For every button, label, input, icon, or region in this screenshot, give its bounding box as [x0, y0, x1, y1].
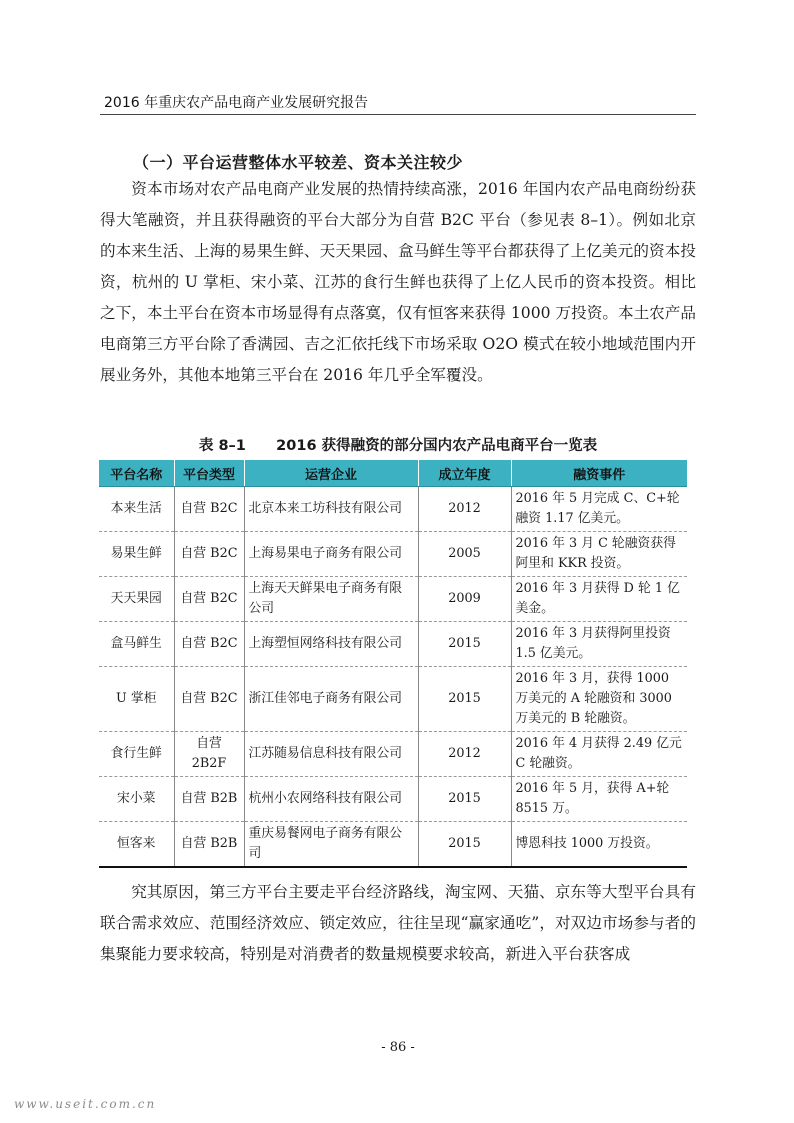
cell-platform: 易果生鲜 [99, 532, 174, 577]
table-row [99, 732, 687, 777]
cell-event: 2016 年 3 月，获得 1000 万美元的 A 轮融资和 3000 万美元的 B 轮融资。 [511, 667, 687, 732]
cell-platform: 恒客来 [99, 822, 174, 868]
column-header-year: 成立年度 [418, 460, 511, 487]
header-rule [100, 114, 696, 115]
cell-company: 重庆易餐网电子商务有限公司 [244, 822, 418, 868]
cell-year: 2012 [418, 732, 511, 777]
section-heading: （一）平台运营整体水平较差、资本关注较少 [133, 153, 464, 172]
cell-event: 2016 年 3 月获得阿里投资 1.5 亿美元。 [511, 622, 687, 667]
cell-year: 2015 [418, 777, 511, 822]
cell-type: 自营 2B2F [174, 732, 244, 777]
body-paragraph-1: 资本市场对农产品电商产业发展的热情持续高涨，2016 年国内农产品电商纷纷获得大笔融资，并且获得融资的平台大部分为自营 B2C 平台（参见表 8–1）。例如北京的本来生活、上海的易果生鲜、天天果园、盒马鲜生等平台都获得了上亿美元的资本投资，杭州的 U 掌柜、宋小菜、江苏的食行生鲜也获得了上亿人民币的资本投资。相比之下，本土平台在资本市场显得有点落寞，仅有恒客来获得 1000 万投资。本土农产品电商第三方平台除了香满园、吉之汇依托线下市场采取 O2O 模式在较小地域范围内开展业务外，其他本地第三平台在 2016 年几乎全军覆没。 [100, 180, 696, 384]
cell-company: 上海易果电子商务有限公司 [244, 532, 418, 577]
table-row [99, 487, 687, 532]
cell-platform: 宋小菜 [99, 777, 174, 822]
cell-type: 自营 B2B [174, 822, 244, 868]
cell-platform: 天天果园 [99, 577, 174, 622]
column-header-platform: 平台名称 [99, 460, 174, 487]
cell-company: 杭州小农网络科技有限公司 [244, 777, 418, 822]
cell-platform: 本来生活 [110, 501, 162, 516]
table-row [99, 622, 687, 667]
cell-year: 2015 [418, 622, 511, 667]
cell-type: 自营 B2C [174, 667, 244, 732]
cell-platform: 盒马鲜生 [99, 622, 174, 667]
cell-year: 2012 [418, 487, 511, 532]
cell-platform: 食行生鲜 [99, 732, 174, 777]
cell-event: 博恩科技 1000 万投资。 [511, 822, 687, 868]
cell-type: 自营 B2C [174, 532, 244, 577]
cell-event: 2016 年 5 月完成 C、C+轮融资 1.17 亿美元。 [511, 487, 687, 532]
cell-event: 2016 年 5 月，获得 A+轮 8515 万。 [511, 777, 687, 822]
cell-company: 江苏随易信息科技有限公司 [244, 732, 418, 777]
cell-type: 自营 B2C [174, 622, 244, 667]
cell-year: 2015 [418, 667, 511, 732]
table-caption: 表 8–1 2016 获得融资的部分国内农产品电商平台一览表 [198, 438, 598, 454]
page-number: - 86 - [381, 1040, 415, 1055]
cell-event: 2016 年 4 月获得 2.49 亿元 C 轮融资。 [511, 732, 687, 777]
cell-company: 北京本来工坊科技有限公司 [244, 487, 418, 532]
cell-company: 浙江佳邻电子商务有限公司 [244, 667, 418, 732]
cell-year: 2015 [418, 822, 511, 868]
cell-platform: U 掌柜 [99, 667, 174, 732]
cell-company: 上海天天鲜果电子商务有限公司 [244, 577, 418, 622]
column-header-company: 运营企业 [244, 460, 418, 487]
watermark: www.useit.com.cn [14, 1097, 157, 1111]
cell-type: 自营 B2B [174, 777, 244, 822]
column-header-type: 平台类型 [174, 460, 244, 487]
table-row [99, 577, 687, 622]
table-header-row [99, 460, 687, 487]
column-header-event: 融资事件 [511, 460, 687, 487]
table-row [99, 822, 687, 868]
cell-company: 上海塑恒网络科技有限公司 [244, 622, 418, 667]
table-row [99, 667, 687, 732]
financing-table [99, 460, 687, 868]
cell-year: 2005 [418, 532, 511, 577]
table-row [99, 777, 687, 822]
running-header: 2016 年重庆农产品电商产业发展研究报告 [104, 95, 369, 111]
cell-type: 自营 B2C [174, 577, 244, 622]
body-paragraph-2: 究其原因，第三方平台主要走平台经济路线，淘宝网、天猫、京东等大型平台具有联合需求效应、范围经济效应、锁定效应，往往呈现“赢家通吃”，对双边市场参与者的集聚能力要求较高，特别是对消费者的数量规模要求较高，新进入平台获客成 [100, 883, 696, 963]
table-row [99, 532, 687, 577]
cell-event: 2016 年 3 月获得 D 轮 1 亿美金。 [511, 577, 687, 622]
cell-type: 自营 B2C [174, 487, 244, 532]
cell-year: 2009 [418, 577, 511, 622]
cell-event: 2016 年 3 月 C 轮融资获得阿里和 KKR 投资。 [511, 532, 687, 577]
